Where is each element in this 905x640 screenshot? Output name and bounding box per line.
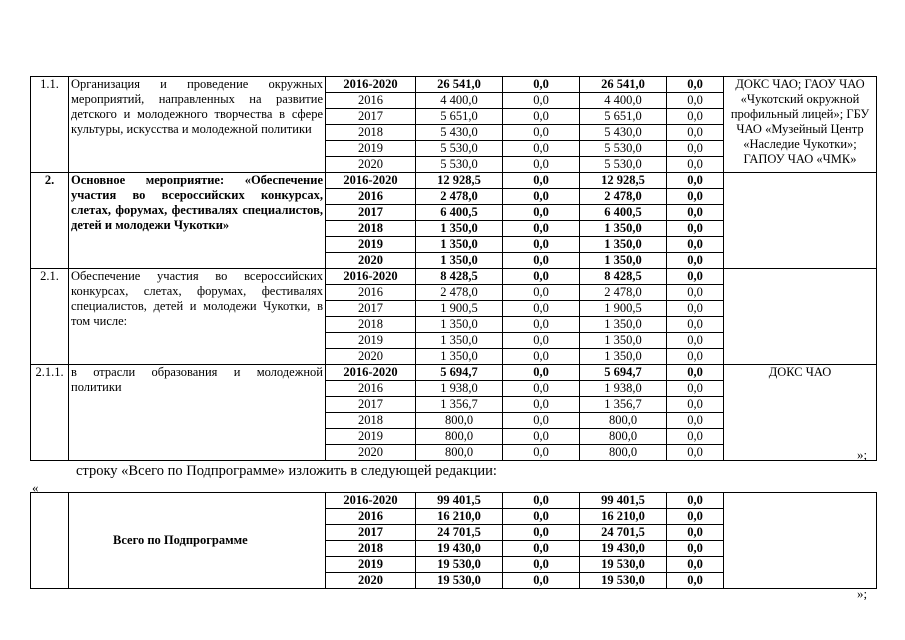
period-cell: 2020 bbox=[326, 253, 416, 269]
total-cell: 5 530,0 bbox=[416, 157, 503, 173]
period-cell: 2017 bbox=[326, 525, 416, 541]
period-cell: 2018 bbox=[326, 221, 416, 237]
item-name: Обеспечение участия во всероссийских конкурсах, слетах, форумах, фестивалях специалистов, детей и молодежи Чукотки, в том числе: bbox=[69, 269, 326, 365]
total-cell: 1 350,0 bbox=[416, 237, 503, 253]
federal-cell: 0,0 bbox=[503, 397, 580, 413]
regional-cell: 8 428,5 bbox=[580, 269, 667, 285]
table-row bbox=[31, 493, 877, 509]
regional-cell: 99 401,5 bbox=[580, 493, 667, 509]
other-cell: 0,0 bbox=[667, 525, 724, 541]
federal-cell: 0,0 bbox=[503, 493, 580, 509]
period-cell: 2016-2020 bbox=[326, 365, 416, 381]
period-cell: 2018 bbox=[326, 413, 416, 429]
table-row bbox=[31, 269, 877, 285]
executor-cell bbox=[724, 269, 877, 365]
table-row bbox=[31, 365, 877, 381]
total-label: Всего по Подпрограмме bbox=[69, 493, 326, 589]
period-cell: 2016-2020 bbox=[326, 493, 416, 509]
other-cell: 0,0 bbox=[667, 445, 724, 461]
regional-cell: 1 356,7 bbox=[580, 397, 667, 413]
regional-cell: 1 350,0 bbox=[580, 333, 667, 349]
other-cell: 0,0 bbox=[667, 125, 724, 141]
item-name: в отрасли образования и молодежной политики bbox=[69, 365, 326, 461]
regional-cell: 2 478,0 bbox=[580, 285, 667, 301]
other-cell: 0,0 bbox=[667, 77, 724, 93]
other-cell: 0,0 bbox=[667, 93, 724, 109]
regional-cell: 16 210,0 bbox=[580, 509, 667, 525]
regional-cell: 1 350,0 bbox=[580, 221, 667, 237]
federal-cell: 0,0 bbox=[503, 93, 580, 109]
federal-cell: 0,0 bbox=[503, 349, 580, 365]
regional-cell: 19 530,0 bbox=[580, 557, 667, 573]
regional-cell: 1 350,0 bbox=[580, 317, 667, 333]
item-number: 1.1. bbox=[31, 77, 69, 173]
federal-cell: 0,0 bbox=[503, 365, 580, 381]
regional-cell: 2 478,0 bbox=[580, 189, 667, 205]
opening-quote: « bbox=[32, 480, 39, 495]
empty-executor-cell bbox=[724, 493, 877, 589]
other-cell: 0,0 bbox=[667, 317, 724, 333]
total-cell: 16 210,0 bbox=[416, 509, 503, 525]
total-table bbox=[30, 492, 877, 589]
other-cell: 0,0 bbox=[667, 221, 724, 237]
federal-cell: 0,0 bbox=[503, 573, 580, 589]
period-cell: 2016 bbox=[326, 189, 416, 205]
federal-cell: 0,0 bbox=[503, 109, 580, 125]
period-cell: 2016-2020 bbox=[326, 173, 416, 189]
executor-cell bbox=[724, 173, 877, 269]
total-cell: 19 430,0 bbox=[416, 541, 503, 557]
federal-cell: 0,0 bbox=[503, 429, 580, 445]
instruction-text: строку «Всего по Подпрограмме» изложить в следующей редакции: bbox=[76, 463, 497, 479]
regional-cell: 1 900,5 bbox=[580, 301, 667, 317]
period-cell: 2018 bbox=[326, 541, 416, 557]
regional-cell: 5 694,7 bbox=[580, 365, 667, 381]
federal-cell: 0,0 bbox=[503, 333, 580, 349]
federal-cell: 0,0 bbox=[503, 221, 580, 237]
closing-quote-1: »; bbox=[857, 447, 868, 462]
total-cell: 1 356,7 bbox=[416, 397, 503, 413]
regional-cell: 1 938,0 bbox=[580, 381, 667, 397]
other-cell: 0,0 bbox=[667, 573, 724, 589]
regional-cell: 5 430,0 bbox=[580, 125, 667, 141]
federal-cell: 0,0 bbox=[503, 189, 580, 205]
total-cell: 1 350,0 bbox=[416, 221, 503, 237]
regional-cell: 26 541,0 bbox=[580, 77, 667, 93]
regional-cell: 4 400,0 bbox=[580, 93, 667, 109]
total-cell: 800,0 bbox=[416, 413, 503, 429]
regional-cell: 6 400,5 bbox=[580, 205, 667, 221]
total-cell: 6 400,5 bbox=[416, 205, 503, 221]
period-cell: 2018 bbox=[326, 125, 416, 141]
federal-cell: 0,0 bbox=[503, 381, 580, 397]
total-cell: 2 478,0 bbox=[416, 285, 503, 301]
item-number: 2.1. bbox=[31, 269, 69, 365]
total-cell: 1 938,0 bbox=[416, 381, 503, 397]
total-cell: 2 478,0 bbox=[416, 189, 503, 205]
federal-cell: 0,0 bbox=[503, 541, 580, 557]
federal-cell: 0,0 bbox=[503, 509, 580, 525]
other-cell: 0,0 bbox=[667, 189, 724, 205]
total-cell: 1 350,0 bbox=[416, 349, 503, 365]
other-cell: 0,0 bbox=[667, 109, 724, 125]
closing-quote-2: »; bbox=[857, 586, 868, 601]
period-cell: 2018 bbox=[326, 317, 416, 333]
total-cell: 800,0 bbox=[416, 429, 503, 445]
total-cell: 5 430,0 bbox=[416, 125, 503, 141]
regional-cell: 5 530,0 bbox=[580, 141, 667, 157]
total-cell: 24 701,5 bbox=[416, 525, 503, 541]
federal-cell: 0,0 bbox=[503, 173, 580, 189]
other-cell: 0,0 bbox=[667, 205, 724, 221]
other-cell: 0,0 bbox=[667, 253, 724, 269]
federal-cell: 0,0 bbox=[503, 253, 580, 269]
total-cell: 12 928,5 bbox=[416, 173, 503, 189]
total-cell: 5 530,0 bbox=[416, 141, 503, 157]
federal-cell: 0,0 bbox=[503, 77, 580, 93]
item-number: 2. bbox=[31, 173, 69, 269]
empty-number-cell bbox=[31, 493, 69, 589]
total-cell: 26 541,0 bbox=[416, 77, 503, 93]
table-row bbox=[31, 77, 877, 93]
federal-cell: 0,0 bbox=[503, 525, 580, 541]
regional-cell: 24 701,5 bbox=[580, 525, 667, 541]
other-cell: 0,0 bbox=[667, 333, 724, 349]
other-cell: 0,0 bbox=[667, 493, 724, 509]
executor-cell: ДОКС ЧАО bbox=[724, 365, 877, 461]
period-cell: 2019 bbox=[326, 333, 416, 349]
regional-cell: 800,0 bbox=[580, 413, 667, 429]
total-cell: 8 428,5 bbox=[416, 269, 503, 285]
other-cell: 0,0 bbox=[667, 157, 724, 173]
item-name: Основное мероприятие: «Обеспечение участия во всероссийских конкурсах, слетах, форумах, фестивалях специалистов, детей и молодежи Чукотки» bbox=[69, 173, 326, 269]
executor-cell: ДОКС ЧАО; ГАОУ ЧАО «Чукотский окружной профильный лицей»; ГБУ ЧАО «Музейный Центр «Наследие Чукотки»; ГАПОУ ЧАО «ЧМК» bbox=[724, 77, 877, 173]
period-cell: 2016 bbox=[326, 93, 416, 109]
federal-cell: 0,0 bbox=[503, 269, 580, 285]
total-cell: 1 350,0 bbox=[416, 317, 503, 333]
other-cell: 0,0 bbox=[667, 141, 724, 157]
budget-table bbox=[30, 76, 877, 461]
total-cell: 800,0 bbox=[416, 445, 503, 461]
other-cell: 0,0 bbox=[667, 509, 724, 525]
other-cell: 0,0 bbox=[667, 173, 724, 189]
regional-cell: 12 928,5 bbox=[580, 173, 667, 189]
federal-cell: 0,0 bbox=[503, 301, 580, 317]
period-cell: 2020 bbox=[326, 573, 416, 589]
regional-cell: 19 430,0 bbox=[580, 541, 667, 557]
other-cell: 0,0 bbox=[667, 269, 724, 285]
total-cell: 5 694,7 bbox=[416, 365, 503, 381]
period-cell: 2016 bbox=[326, 285, 416, 301]
period-cell: 2016-2020 bbox=[326, 269, 416, 285]
other-cell: 0,0 bbox=[667, 397, 724, 413]
period-cell: 2020 bbox=[326, 349, 416, 365]
total-cell: 1 900,5 bbox=[416, 301, 503, 317]
regional-cell: 1 350,0 bbox=[580, 237, 667, 253]
total-cell: 5 651,0 bbox=[416, 109, 503, 125]
federal-cell: 0,0 bbox=[503, 445, 580, 461]
federal-cell: 0,0 bbox=[503, 413, 580, 429]
federal-cell: 0,0 bbox=[503, 157, 580, 173]
other-cell: 0,0 bbox=[667, 285, 724, 301]
period-cell: 2016 bbox=[326, 509, 416, 525]
federal-cell: 0,0 bbox=[503, 141, 580, 157]
regional-cell: 1 350,0 bbox=[580, 349, 667, 365]
period-cell: 2019 bbox=[326, 237, 416, 253]
period-cell: 2017 bbox=[326, 109, 416, 125]
federal-cell: 0,0 bbox=[503, 557, 580, 573]
period-cell: 2019 bbox=[326, 141, 416, 157]
federal-cell: 0,0 bbox=[503, 237, 580, 253]
period-cell: 2020 bbox=[326, 157, 416, 173]
period-cell: 2016-2020 bbox=[326, 77, 416, 93]
other-cell: 0,0 bbox=[667, 557, 724, 573]
period-cell: 2017 bbox=[326, 205, 416, 221]
total-cell: 1 350,0 bbox=[416, 333, 503, 349]
period-cell: 2016 bbox=[326, 381, 416, 397]
federal-cell: 0,0 bbox=[503, 125, 580, 141]
regional-cell: 800,0 bbox=[580, 429, 667, 445]
total-cell: 1 350,0 bbox=[416, 253, 503, 269]
other-cell: 0,0 bbox=[667, 237, 724, 253]
regional-cell: 5 530,0 bbox=[580, 157, 667, 173]
regional-cell: 19 530,0 bbox=[580, 573, 667, 589]
other-cell: 0,0 bbox=[667, 541, 724, 557]
other-cell: 0,0 bbox=[667, 429, 724, 445]
other-cell: 0,0 bbox=[667, 349, 724, 365]
table-row bbox=[31, 173, 877, 189]
other-cell: 0,0 bbox=[667, 381, 724, 397]
period-cell: 2017 bbox=[326, 397, 416, 413]
period-cell: 2020 bbox=[326, 445, 416, 461]
item-name: Организация и проведение окружных мероприятий, направленных на развитие детского и молодежного творчества в сфере культуры, искусства и молодежной политики bbox=[69, 77, 326, 173]
federal-cell: 0,0 bbox=[503, 285, 580, 301]
federal-cell: 0,0 bbox=[503, 317, 580, 333]
other-cell: 0,0 bbox=[667, 365, 724, 381]
federal-cell: 0,0 bbox=[503, 205, 580, 221]
regional-cell: 1 350,0 bbox=[580, 253, 667, 269]
period-cell: 2019 bbox=[326, 557, 416, 573]
other-cell: 0,0 bbox=[667, 413, 724, 429]
total-cell: 4 400,0 bbox=[416, 93, 503, 109]
total-cell: 19 530,0 bbox=[416, 573, 503, 589]
total-cell: 19 530,0 bbox=[416, 557, 503, 573]
regional-cell: 5 651,0 bbox=[580, 109, 667, 125]
other-cell: 0,0 bbox=[667, 301, 724, 317]
regional-cell: 800,0 bbox=[580, 445, 667, 461]
period-cell: 2017 bbox=[326, 301, 416, 317]
item-number: 2.1.1. bbox=[31, 365, 69, 461]
period-cell: 2019 bbox=[326, 429, 416, 445]
total-cell: 99 401,5 bbox=[416, 493, 503, 509]
